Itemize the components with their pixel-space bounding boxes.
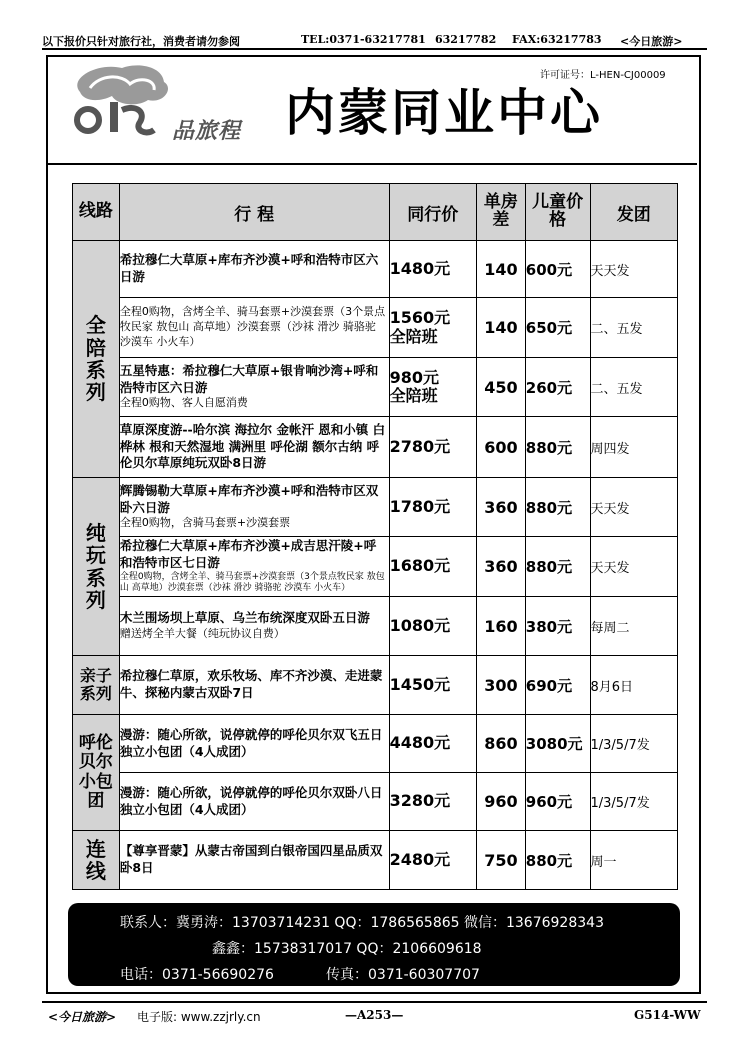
itinerary-cell: 木兰围场坝上草原、乌兰布统深度双卧五日游 赠送烤全羊大餐（纯玩协议自费） xyxy=(119,597,389,656)
single-room-cell: 960 xyxy=(477,773,526,831)
peer-price-cell: 4480元 xyxy=(389,715,476,773)
table-row xyxy=(73,831,678,890)
category-connect: 连线 xyxy=(73,831,120,890)
child-price-cell: 3080元 xyxy=(525,715,590,773)
itinerary-cell: 【尊享晋蒙】从蒙古帝国到白银帝国四星品质双卧8日 xyxy=(119,831,389,890)
departure-cell: 1/3/5/7发 xyxy=(590,715,678,773)
table-row xyxy=(73,298,678,358)
single-room-cell: 360 xyxy=(477,537,526,597)
footer-publication: <今日旅游> xyxy=(48,1010,117,1024)
departure-cell: 二、五发 xyxy=(590,358,678,417)
footer-rule xyxy=(42,1001,707,1003)
itinerary-cell: 希拉穆仁大草原+库布齐沙漠+成吉思汗陵+呼和浩特市区七日游 全程0购物，含烤全羊、骑马套票+沙漠套票（3个景点牧民家 敖包山 高草地）沙漠套票（沙袜 滑沙 骑骆驼 沙漠车 小火车） xyxy=(119,537,389,597)
itinerary-cell: 希拉穆仁大草原+库布齐沙漠+呼和浩特市区六日游 xyxy=(119,241,389,298)
itinerary-cell: 草原深度游--哈尔滨 海拉尔 金帐汗 恩和小镇 白桦林 根和天然湿地 满洲里 呼伦湖 额尔古纳 呼伦贝尔草原纯玩双卧8日游 xyxy=(119,417,389,478)
category-family: 亲子系列 xyxy=(73,656,120,715)
top-publication: <今日旅游> xyxy=(620,35,683,48)
category-pure: 纯玩系列 xyxy=(73,478,120,656)
itinerary-cell: 希拉穆仁草原，欢乐牧场、库不齐沙漠、走进蒙牛、探秘内蒙古双卧7日 xyxy=(119,656,389,715)
peer-price-cell: 2780元 xyxy=(389,417,476,478)
itinerary-cell: 漫游：随心所欲，说停就停的呼伦贝尔双飞五日独立小包团（4人成团） xyxy=(119,715,389,773)
peer-price-cell: 980元 全陪班 xyxy=(389,358,476,417)
table-row xyxy=(73,656,678,715)
table-header-row xyxy=(73,184,678,241)
agency-notice: 以下报价只针对旅行社，消费者请勿参阅 xyxy=(42,35,240,48)
child-price-cell: 880元 xyxy=(525,478,590,537)
child-price-cell: 600元 xyxy=(525,241,590,298)
departure-cell: 二、五发 xyxy=(590,298,678,358)
brand-logo-icon xyxy=(60,58,180,140)
child-price-cell: 690元 xyxy=(525,656,590,715)
child-price-cell: 380元 xyxy=(525,597,590,656)
contact-fax: 传真：0371-60307707 xyxy=(326,967,480,983)
departure-cell: 周一 xyxy=(590,831,678,890)
single-room-cell: 600 xyxy=(477,417,526,478)
footer-website: 电子版: www.zzjrly.cn xyxy=(137,1010,261,1024)
brand-name: 品旅程 xyxy=(172,119,242,144)
departure-cell: 周四发 xyxy=(590,417,678,478)
peer-price-cell: 2480元 xyxy=(389,831,476,890)
page-title: 内蒙同业中心 xyxy=(285,84,603,142)
single-room-cell: 450 xyxy=(477,358,526,417)
top-info-bar xyxy=(42,30,707,50)
itinerary-cell: 辉腾锡勒大草原+库布齐沙漠+呼和浩特市区双卧六日游 全程0购物，含骑马套票+沙漠套票 xyxy=(119,478,389,537)
single-room-cell: 140 xyxy=(477,241,526,298)
departure-cell: 天天发 xyxy=(590,241,678,298)
footer-page-number: —A253— xyxy=(345,1008,404,1022)
table-row xyxy=(73,537,678,597)
header-child-price: 儿童价格 xyxy=(525,184,590,241)
table-row xyxy=(73,773,678,831)
peer-price-cell: 1680元 xyxy=(389,537,476,597)
license-number: 许可证号：L-HEN-CJ00009 xyxy=(540,70,666,81)
footer-code: G514-WW xyxy=(634,1008,701,1022)
departure-cell: 1/3/5/7发 xyxy=(590,773,678,831)
header-peer-price: 同行价 xyxy=(389,184,476,241)
single-room-cell: 750 xyxy=(477,831,526,890)
header-line: 线路 xyxy=(73,184,120,241)
contact-line-2: 鑫鑫：15738317017 QQ：2106609618 xyxy=(212,941,482,957)
peer-price-cell: 1560元 全陪班 xyxy=(389,298,476,358)
contact-box xyxy=(68,903,680,986)
single-room-cell: 160 xyxy=(477,597,526,656)
table-row xyxy=(73,478,678,537)
child-price-cell: 880元 xyxy=(525,417,590,478)
top-fax: FAX:63217783 xyxy=(512,33,602,46)
departure-cell: 天天发 xyxy=(590,478,678,537)
table-row xyxy=(73,241,678,298)
contact-phone: 电话：0371-56690276 xyxy=(120,967,274,983)
table-row xyxy=(73,597,678,656)
itinerary-cell: 全程0购物，含烤全羊、骑马套票+沙漠套票（3个景点牧民家 敖包山 高草地）沙漠套票（沙袜 滑沙 骑骆驼 沙漠车 小火车） xyxy=(119,298,389,358)
price-table xyxy=(72,183,678,890)
itinerary-cell: 漫游：随心所欲，说停就停的呼伦贝尔双卧八日独立小包团（4人成团） xyxy=(119,773,389,831)
child-price-cell: 880元 xyxy=(525,831,590,890)
single-room-cell: 140 xyxy=(477,298,526,358)
child-price-cell: 650元 xyxy=(525,298,590,358)
itinerary-cell: 五星特惠：希拉穆仁大草原+银肯响沙湾+呼和浩特市区六日游 全程0购物、客人自愿消费 xyxy=(119,358,389,417)
peer-price-cell: 1080元 xyxy=(389,597,476,656)
table-row xyxy=(73,417,678,478)
top-rule xyxy=(42,48,707,50)
peer-price-cell: 1450元 xyxy=(389,656,476,715)
child-price-cell: 880元 xyxy=(525,537,590,597)
child-price-cell: 260元 xyxy=(525,358,590,417)
table-row xyxy=(73,358,678,417)
departure-cell: 8月6日 xyxy=(590,656,678,715)
single-room-cell: 860 xyxy=(477,715,526,773)
contact-line-1: 联系人：冀勇涛：13703714231 QQ：1786565865 微信：13676928343 xyxy=(120,915,604,931)
departure-cell: 天天发 xyxy=(590,537,678,597)
top-tel2: 63217782 xyxy=(435,33,497,46)
header-departure: 发团 xyxy=(590,184,678,241)
child-price-cell: 960元 xyxy=(525,773,590,831)
peer-price-cell: 1480元 xyxy=(389,241,476,298)
departure-cell: 每周二 xyxy=(590,597,678,656)
peer-price-cell: 3280元 xyxy=(389,773,476,831)
peer-price-cell: 1780元 xyxy=(389,478,476,537)
category-hulunbuir: 呼伦贝尔小包团 xyxy=(73,715,120,831)
header-rule xyxy=(48,163,697,165)
single-room-cell: 360 xyxy=(477,478,526,537)
category-escort: 全陪系列 xyxy=(73,241,120,478)
table-row xyxy=(73,715,678,773)
header-itinerary: 行 程 xyxy=(119,184,389,241)
top-tel: TEL:0371-63217781 xyxy=(301,33,426,46)
header-single-room: 单房差 xyxy=(477,184,526,241)
single-room-cell: 300 xyxy=(477,656,526,715)
